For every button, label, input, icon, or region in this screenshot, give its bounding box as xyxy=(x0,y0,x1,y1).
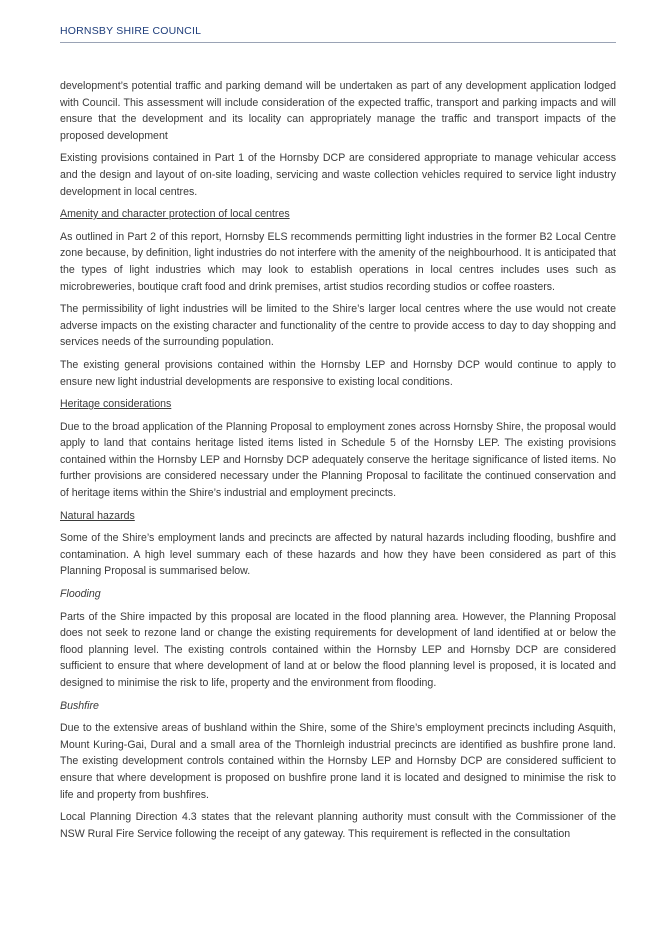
heading-heritage: Heritage considerations xyxy=(60,398,172,411)
paragraph-flooding: Parts of the Shire impacted by this proposal are located in the flood planning area. However, the Planning Proposal does not seek to rezone land or change the existing requirements for development of land identified at or below the flood planning level. The existing controls contained within the Hornsby LEP and Hornsby DCP are considered sufficient to ensure that where development of land at or below the flood planning level is proposed, it is located and designed to minimise the risk to life, property and the environment from flooding. xyxy=(60,610,616,689)
header-divider xyxy=(60,42,616,43)
header-title: HORNSBY SHIRE COUNCIL xyxy=(60,25,202,37)
paragraph-natural-hazards: Some of the Shire’s employment lands and precincts are affected by natural hazards including flooding, bushfire and contamination. A high level summary each of these hazards and how they have been considered as part of this Planning Proposal is summarised below. xyxy=(60,532,616,578)
paragraph-permissibility: The permissibility of light industries will be limited to the Shire’s larger local centres where the use would not create adverse impacts on the existing character and functionality of the centre to provide access to day to day shopping and services needs of the surrounding population. xyxy=(60,303,616,349)
paragraph-light-industries: As outlined in Part 2 of this report, Hornsby ELS recommends permitting light industries in the former B2 Local Centre zone because, by definition, light industries do not interfere with the amenity of the neighbourhood. It is anticipated that the types of light industries which may look to establish operations in local centres includes uses such as microbreweries, boutique craft food and drink premises, artist studios recording studios or coffee roasters. xyxy=(60,230,616,293)
heading-natural-hazards: Natural hazards xyxy=(60,509,135,522)
heading-bushfire: Bushfire xyxy=(60,699,99,712)
document-body xyxy=(60,78,616,848)
paragraph-planning-direction: Local Planning Direction 4.3 states that the relevant planning authority must consult with the Commissioner of the NSW Rural Fire Service following the receipt of any gateway. This requirement is reflected in the consultation xyxy=(60,811,616,840)
paragraph-bushfire: Due to the extensive areas of bushland within the Shire, some of the Shire’s employment precincts including Asquith, Mount Kuring-Gai, Dural and a small area of the Thornleigh industrial precincts are identified as bushfire prone land. The existing development controls contained within the Hornsby LEP and Hornsby DCP are considered sufficient to ensure that where development is proposed on bushfire prone land it is located and designed to minimise the risk to life and property from bushfires. xyxy=(60,722,616,801)
heading-flooding: Flooding xyxy=(60,588,101,601)
paragraph-dcp-provisions: Existing provisions contained in Part 1 of the Hornsby DCP are considered appropriate to manage vehicular access and the design and layout of on-site loading, servicing and waste collection vehicles required to service light industry development in local centres. xyxy=(60,152,616,198)
page-header xyxy=(60,25,616,43)
heading-amenity: Amenity and character protection of local centres xyxy=(60,208,290,221)
paragraph-heritage: Due to the broad application of the Planning Proposal to employment zones across Hornsby Shire, the proposal would apply to land that contains heritage listed items listed in Schedule 5 of the Hornsby LEP. The existing provisions contained within the Hornsby LEP and Hornsby DCP adequately conserve the heritage significance of listed items. No further provisions are considered necessary under the Planning Proposal to facilitate the continued conservation and of heritage items within the Shire’s industrial and employment precincts. xyxy=(60,420,616,500)
paragraph-general-provisions: The existing general provisions contained within the Hornsby LEP and Hornsby DCP would continue to apply to ensure new light industrial developments are responsive to existing local conditions. xyxy=(60,358,616,388)
paragraph-traffic-assessment: development’s potential traffic and parking demand will be undertaken as part of any development application lodged with Council. This assessment will include consideration of the expected traffic, transport and parking impacts and will ensure that the development and its locality can appropriately manage the traffic and transport impacts of the proposed development xyxy=(60,80,616,142)
